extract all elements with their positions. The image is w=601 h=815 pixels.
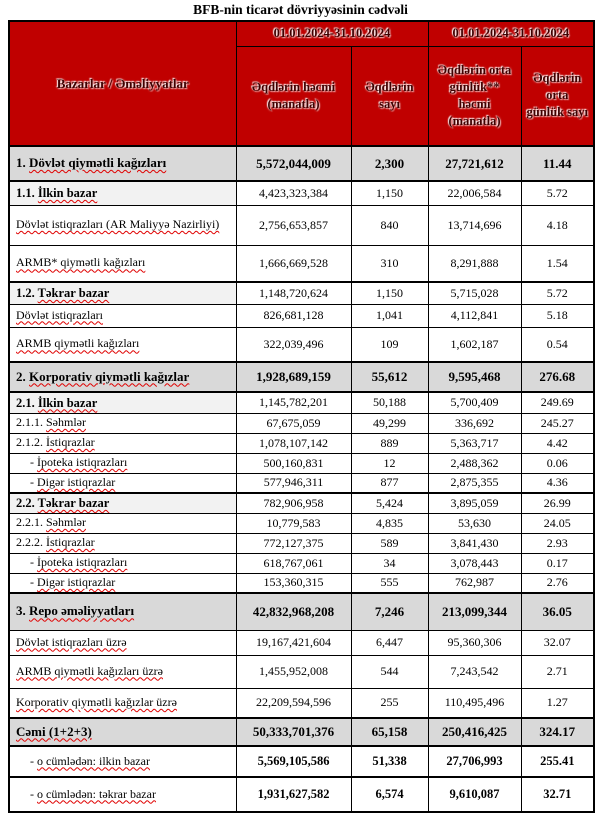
cell-avg-daily-volume: 5,715,028 bbox=[428, 282, 521, 304]
cell-deals-volume: 500,160,831 bbox=[236, 453, 351, 473]
row-label-text: Korporativ qiymətli kağızlar bbox=[29, 368, 190, 384]
table-row bbox=[9, 453, 594, 473]
row-label bbox=[9, 688, 236, 718]
row-label-text: İlkin bazar bbox=[37, 186, 98, 201]
cell-avg-daily-count: 0.17 bbox=[521, 553, 594, 573]
cell-avg-daily-count: 4.36 bbox=[521, 473, 594, 493]
cell-avg-daily-count: 276.68 bbox=[521, 362, 594, 392]
table-row bbox=[9, 146, 594, 181]
cell-avg-daily-count: 24.05 bbox=[521, 513, 594, 533]
cell-deals-count: 65,158 bbox=[351, 718, 428, 746]
cell-avg-daily-volume: 3,078,443 bbox=[428, 553, 521, 573]
cell-deals-volume: 1,078,107,142 bbox=[236, 433, 351, 453]
cell-deals-volume: 2,756,653,857 bbox=[236, 205, 351, 245]
table-row bbox=[9, 718, 594, 746]
cell-deals-count: 1,150 bbox=[351, 181, 428, 205]
table-row bbox=[9, 553, 594, 573]
cell-deals-count: 6,447 bbox=[351, 630, 428, 655]
period-header-2: 01.01.2024-31.10.2024 bbox=[428, 21, 594, 46]
row-label-text: İstiqrazlar bbox=[46, 535, 95, 550]
cell-deals-volume: 22,209,594,596 bbox=[236, 688, 351, 718]
cell-deals-volume: 772,127,375 bbox=[236, 533, 351, 553]
row-label bbox=[9, 327, 236, 362]
row-label bbox=[9, 205, 236, 245]
cell-avg-daily-volume: 3,895,059 bbox=[428, 493, 521, 513]
row-number: 2.1.2. bbox=[16, 435, 46, 450]
period-header-1: 01.01.2024-31.10.2024 bbox=[236, 21, 428, 46]
row-label-text: Dövlət istiqrazları bbox=[16, 307, 103, 322]
cell-deals-volume: 1,148,720,624 bbox=[236, 282, 351, 304]
cell-deals-volume: 1,455,952,008 bbox=[236, 655, 351, 688]
cell-avg-daily-count: 2.76 bbox=[521, 573, 594, 593]
cell-avg-daily-volume: 5,700,409 bbox=[428, 392, 521, 413]
row-label bbox=[9, 593, 236, 630]
cell-avg-daily-count: 255.41 bbox=[521, 746, 594, 777]
cell-avg-daily-volume: 5,363,717 bbox=[428, 433, 521, 453]
cell-deals-count: 55,612 bbox=[351, 362, 428, 392]
row-number: 2. bbox=[16, 368, 29, 384]
cell-avg-daily-count: 11.44 bbox=[521, 146, 594, 181]
table-row bbox=[9, 777, 594, 812]
cell-deals-count: 544 bbox=[351, 655, 428, 688]
row-number: 2.1.1. bbox=[16, 415, 46, 430]
row-label-text: Korporativ qiymətli kağızlar üzrə bbox=[16, 694, 177, 709]
row-label bbox=[9, 777, 236, 812]
table-row bbox=[9, 327, 594, 362]
cell-avg-daily-volume: 95,360,306 bbox=[428, 630, 521, 655]
cell-deals-count: 255 bbox=[351, 688, 428, 718]
trade-turnover-table bbox=[8, 20, 595, 813]
row-label-text: İlkin bazar bbox=[37, 395, 98, 410]
row-number: - bbox=[30, 555, 37, 570]
cell-deals-volume: 1,666,669,528 bbox=[236, 245, 351, 282]
cell-avg-daily-volume: 2,875,355 bbox=[428, 473, 521, 493]
row-number: - bbox=[30, 753, 37, 768]
cell-deals-count: 2,300 bbox=[351, 146, 428, 181]
table-row bbox=[9, 473, 594, 493]
row-label bbox=[9, 533, 236, 553]
cell-avg-daily-volume: 8,291,888 bbox=[428, 245, 521, 282]
cell-deals-volume: 618,767,061 bbox=[236, 553, 351, 573]
table-row bbox=[9, 282, 594, 304]
cell-avg-daily-count: 32.71 bbox=[521, 777, 594, 812]
cell-deals-count: 310 bbox=[351, 245, 428, 282]
row-label-text: İpoteka istiqrazları bbox=[37, 555, 128, 570]
cell-avg-daily-count: 1.27 bbox=[521, 688, 594, 718]
cell-avg-daily-count: 4.18 bbox=[521, 205, 594, 245]
cell-deals-volume: 5,572,044,009 bbox=[236, 146, 351, 181]
cell-deals-count: 109 bbox=[351, 327, 428, 362]
cell-deals-count: 877 bbox=[351, 473, 428, 493]
row-label bbox=[9, 245, 236, 282]
row-label-text: Təkrar bazar bbox=[37, 496, 110, 511]
cell-avg-daily-volume: 2,488,362 bbox=[428, 453, 521, 473]
cell-deals-volume: 10,779,583 bbox=[236, 513, 351, 533]
cell-avg-daily-count: 5.72 bbox=[521, 181, 594, 205]
cell-deals-volume: 322,039,496 bbox=[236, 327, 351, 362]
row-label-text: ARMB* qiymətli kağızları bbox=[16, 255, 146, 270]
row-label-text: Digər istiqrazlar bbox=[37, 574, 116, 589]
cell-deals-volume: 782,906,958 bbox=[236, 493, 351, 513]
table-row bbox=[9, 245, 594, 282]
column-header-avg-daily-volume: Əqdlərin orta günlük** həcmi (manatla) bbox=[428, 46, 521, 146]
row-label bbox=[9, 718, 236, 746]
cell-deals-volume: 50,333,701,376 bbox=[236, 718, 351, 746]
row-label bbox=[9, 630, 236, 655]
cell-avg-daily-count: 5.18 bbox=[521, 304, 594, 327]
cell-deals-count: 589 bbox=[351, 533, 428, 553]
cell-deals-volume: 67,675,059 bbox=[236, 413, 351, 433]
row-label bbox=[9, 746, 236, 777]
row-label-text: İstiqrazlar bbox=[46, 435, 95, 450]
cell-deals-volume: 826,681,128 bbox=[236, 304, 351, 327]
cell-avg-daily-volume: 7,243,542 bbox=[428, 655, 521, 688]
cell-avg-daily-count: 4.42 bbox=[521, 433, 594, 453]
cell-deals-volume: 1,928,689,159 bbox=[236, 362, 351, 392]
cell-deals-count: 51,338 bbox=[351, 746, 428, 777]
table-row bbox=[9, 630, 594, 655]
row-number: - bbox=[30, 786, 37, 801]
table-row bbox=[9, 655, 594, 688]
cell-deals-volume: 19,167,421,604 bbox=[236, 630, 351, 655]
column-header-deals-count: Əqdlərin sayı bbox=[351, 46, 428, 146]
cell-avg-daily-count: 245.27 bbox=[521, 413, 594, 433]
cell-avg-daily-volume: 762,987 bbox=[428, 573, 521, 593]
row-label bbox=[9, 413, 236, 433]
row-number: 1. bbox=[16, 155, 29, 171]
cell-avg-daily-count: 5.72 bbox=[521, 282, 594, 304]
table-row bbox=[9, 533, 594, 553]
period-header-row bbox=[9, 21, 594, 46]
table-row bbox=[9, 205, 594, 245]
cell-avg-daily-count: 32.07 bbox=[521, 630, 594, 655]
cell-avg-daily-volume: 1,602,187 bbox=[428, 327, 521, 362]
cell-avg-daily-count: 36.05 bbox=[521, 593, 594, 630]
cell-avg-daily-volume: 27,721,612 bbox=[428, 146, 521, 181]
row-label bbox=[9, 362, 236, 392]
row-label bbox=[9, 553, 236, 573]
row-label-text: Cəmi (1+2+3) bbox=[16, 723, 92, 739]
row-label bbox=[9, 453, 236, 473]
row-number: 2.2.2. bbox=[16, 535, 46, 550]
cell-deals-count: 49,299 bbox=[351, 413, 428, 433]
cell-deals-count: 840 bbox=[351, 205, 428, 245]
table-row bbox=[9, 433, 594, 453]
row-number: 2.1. bbox=[16, 395, 38, 410]
row-label-text: o cümlədən: təkrar bazar bbox=[37, 786, 156, 801]
row-label-text: Repo əməliyyatları bbox=[29, 603, 135, 619]
cell-deals-count: 4,835 bbox=[351, 513, 428, 533]
row-label bbox=[9, 146, 236, 181]
row-label bbox=[9, 433, 236, 453]
cell-deals-count: 5,424 bbox=[351, 493, 428, 513]
page-title: BFB-nin ticarət dövriyyəsinin cədvəli bbox=[193, 2, 408, 17]
column-header-avg-daily-count: Əqdlərin orta günlük sayı bbox=[521, 46, 594, 146]
cell-deals-volume: 577,946,311 bbox=[236, 473, 351, 493]
row-label-text: İpoteka istiqrazları bbox=[37, 455, 128, 470]
cell-avg-daily-volume: 9,610,087 bbox=[428, 777, 521, 812]
cell-avg-daily-volume: 4,112,841 bbox=[428, 304, 521, 327]
table-row bbox=[9, 746, 594, 777]
cell-avg-daily-volume: 53,630 bbox=[428, 513, 521, 533]
row-number: - bbox=[30, 455, 37, 470]
cell-deals-count: 1,150 bbox=[351, 282, 428, 304]
row-label bbox=[9, 392, 236, 413]
table-row bbox=[9, 493, 594, 513]
row-label-text: Dövlət istiqrazları üzrə bbox=[16, 634, 127, 649]
cell-deals-volume: 4,423,323,384 bbox=[236, 181, 351, 205]
row-label-text: Səhmlər bbox=[46, 515, 86, 530]
table-row bbox=[9, 181, 594, 205]
cell-avg-daily-count: 2.71 bbox=[521, 655, 594, 688]
row-number: - bbox=[30, 574, 37, 589]
row-label-text: Dövlət qiymətli kağızları bbox=[29, 155, 167, 171]
cell-deals-count: 7,246 bbox=[351, 593, 428, 630]
row-label-text: Digər istiqrazlar bbox=[37, 474, 116, 489]
row-label-text: o cümlədən: ilkin bazar bbox=[37, 753, 150, 768]
cell-deals-volume: 1,931,627,582 bbox=[236, 777, 351, 812]
row-label bbox=[9, 655, 236, 688]
table-row bbox=[9, 362, 594, 392]
table-row bbox=[9, 688, 594, 718]
cell-avg-daily-volume: 27,706,993 bbox=[428, 746, 521, 777]
cell-deals-count: 12 bbox=[351, 453, 428, 473]
row-label-text: Səhmlər bbox=[46, 415, 86, 430]
table-row bbox=[9, 513, 594, 533]
cell-deals-count: 1,041 bbox=[351, 304, 428, 327]
row-label bbox=[9, 304, 236, 327]
cell-avg-daily-volume: 22,006,584 bbox=[428, 181, 521, 205]
cell-avg-daily-count: 26.99 bbox=[521, 493, 594, 513]
column-header-deals-volume: Əqdlərin həcmi (manatla) bbox=[236, 46, 351, 146]
row-label bbox=[9, 282, 236, 304]
cell-avg-daily-volume: 13,714,696 bbox=[428, 205, 521, 245]
cell-deals-volume: 153,360,315 bbox=[236, 573, 351, 593]
cell-avg-daily-count: 0.54 bbox=[521, 327, 594, 362]
column-header-markets-operations: Bazarlar / Əməliyyatlar bbox=[9, 21, 236, 146]
row-number: 2.2.1. bbox=[16, 515, 46, 530]
row-label-text: ARMB qiymətli kağızları bbox=[16, 336, 140, 351]
cell-deals-volume: 42,832,968,208 bbox=[236, 593, 351, 630]
row-label bbox=[9, 473, 236, 493]
cell-avg-daily-volume: 3,841,430 bbox=[428, 533, 521, 553]
table-row bbox=[9, 593, 594, 630]
cell-avg-daily-count: 2.93 bbox=[521, 533, 594, 553]
row-number: 1.2. bbox=[16, 286, 38, 301]
cell-deals-count: 889 bbox=[351, 433, 428, 453]
row-label-text: Təkrar bazar bbox=[37, 286, 110, 301]
row-number: 3. bbox=[16, 603, 29, 619]
cell-avg-daily-count: 249.69 bbox=[521, 392, 594, 413]
row-label bbox=[9, 181, 236, 205]
cell-deals-count: 50,188 bbox=[351, 392, 428, 413]
cell-deals-count: 6,574 bbox=[351, 777, 428, 812]
cell-avg-daily-count: 1.54 bbox=[521, 245, 594, 282]
cell-deals-volume: 1,145,782,201 bbox=[236, 392, 351, 413]
cell-avg-daily-volume: 336,692 bbox=[428, 413, 521, 433]
row-number: 2.2. bbox=[16, 496, 38, 511]
row-label bbox=[9, 573, 236, 593]
row-number: - bbox=[30, 474, 37, 489]
table-row bbox=[9, 413, 594, 433]
cell-avg-daily-volume: 213,099,344 bbox=[428, 593, 521, 630]
cell-avg-daily-count: 0.06 bbox=[521, 453, 594, 473]
cell-deals-count: 555 bbox=[351, 573, 428, 593]
cell-avg-daily-count: 324.17 bbox=[521, 718, 594, 746]
cell-deals-count: 34 bbox=[351, 553, 428, 573]
row-label-text: Dövlət istiqrazları (AR Maliyyə Nazirliyi) bbox=[16, 217, 220, 232]
table-row bbox=[9, 304, 594, 327]
table-row bbox=[9, 392, 594, 413]
row-label-text: ARMB qiymətli kağızları üzrə bbox=[16, 663, 163, 678]
table-row bbox=[9, 573, 594, 593]
row-label bbox=[9, 513, 236, 533]
row-number: 1.1. bbox=[16, 186, 38, 201]
table-body bbox=[9, 146, 594, 812]
row-label bbox=[9, 493, 236, 513]
cell-deals-volume: 5,569,105,586 bbox=[236, 746, 351, 777]
cell-avg-daily-volume: 110,495,496 bbox=[428, 688, 521, 718]
cell-avg-daily-volume: 250,416,425 bbox=[428, 718, 521, 746]
cell-avg-daily-volume: 9,595,468 bbox=[428, 362, 521, 392]
